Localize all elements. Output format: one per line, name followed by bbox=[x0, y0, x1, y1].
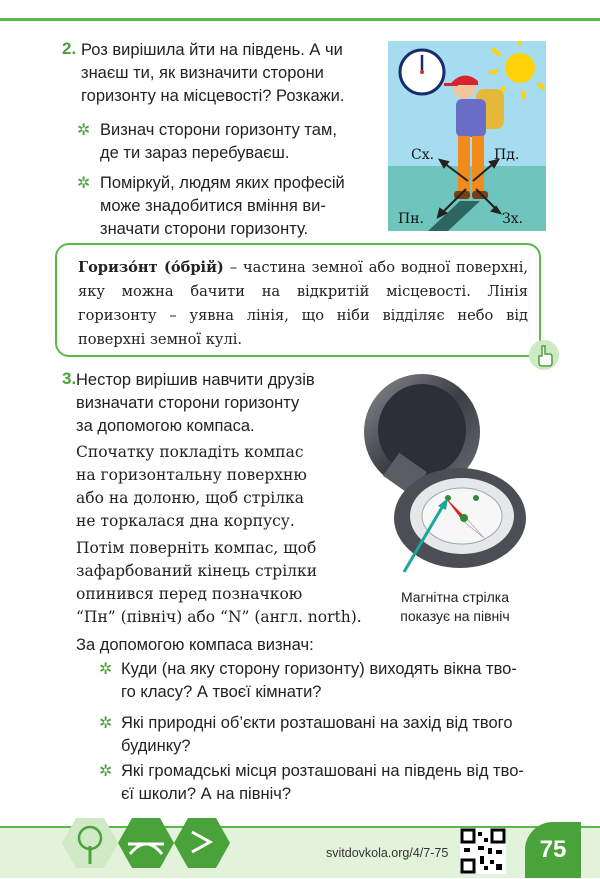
task-3-step-1 bbox=[76, 441, 366, 533]
task-3-bullet-2 bbox=[121, 712, 551, 758]
hiker-illustration bbox=[388, 41, 546, 231]
text-line: може знадобитися вміння ви- bbox=[100, 197, 326, 215]
definition-text bbox=[78, 256, 528, 352]
sun-bullet-icon: ✲ bbox=[99, 661, 113, 678]
task-3-step-2 bbox=[76, 537, 376, 629]
text-line: Нестор вирішив навчити друзів bbox=[76, 371, 315, 389]
text-line: будинку? bbox=[121, 737, 191, 755]
text-line: Роз вирішила йти на південь. А чи bbox=[81, 41, 343, 59]
task-3-lead: За допомогою компаса визнач: bbox=[76, 636, 314, 654]
task-2-bullet-2 bbox=[100, 172, 362, 241]
task-3-intro bbox=[76, 369, 376, 438]
text-line: значати сторони горизонту. bbox=[100, 220, 309, 238]
text-line: Магнітна стрілка bbox=[400, 589, 510, 605]
south-label: Пд. bbox=[494, 147, 520, 163]
compass-illustration bbox=[348, 372, 548, 580]
text-line: Які природні об’єкти розташовані на захід від твого bbox=[121, 714, 513, 732]
sun-bullet-icon: ✲ bbox=[99, 715, 113, 732]
compass-caption bbox=[380, 588, 530, 626]
top-rule bbox=[0, 18, 600, 21]
text-line: визначати сторони горизонту bbox=[76, 394, 300, 412]
pointing-hand-icon bbox=[529, 340, 559, 370]
text-line: опинився перед позначкою bbox=[76, 585, 303, 603]
text-line: за допомогою компаса. bbox=[76, 417, 255, 435]
north-label: Пн. bbox=[398, 211, 424, 227]
sun-bullet-icon: ✲ bbox=[99, 763, 113, 780]
task-3-bullet-3 bbox=[121, 760, 551, 806]
text-line: горизонту на місцевості? Розкажи. bbox=[81, 87, 345, 105]
text-line: Куди (на яку сторону горизонту) виходять вікна тво- bbox=[121, 660, 517, 678]
sun-bullet-icon: ✲ bbox=[77, 122, 91, 139]
definition-body: – частина земної або водної поверхні, яку можна бачити на відкритій місцевості. Лінія горизонту – уявна лінія, що ніби відділяє небо від поверхні земної кулі. bbox=[78, 259, 529, 348]
text-line: знаєш ти, як визначити сторони bbox=[81, 64, 324, 82]
text-line: Які громадські місця розташовані на південь від тво- bbox=[121, 762, 524, 780]
text-line: Потім поверніть компас, щоб bbox=[76, 539, 317, 557]
east-label: Сх. bbox=[411, 147, 435, 163]
task-2-number: 2. bbox=[62, 39, 77, 58]
text-line: не торкалася дна корпусу. bbox=[76, 512, 295, 530]
page-number: 75 bbox=[525, 822, 581, 878]
text-line: Поміркуй, людям яких професій bbox=[100, 174, 345, 192]
text-line: го класу? А твоєї кімнати? bbox=[121, 683, 322, 701]
qr-code-icon[interactable] bbox=[460, 828, 506, 874]
text-line: Визнач сторони горизонту там, bbox=[100, 121, 337, 139]
text-line: єї школи? А на північ? bbox=[121, 785, 292, 803]
text-line: зафарбований кінець стрілки bbox=[76, 562, 318, 580]
west-label: Зх. bbox=[502, 211, 524, 227]
sun-bullet-icon: ✲ bbox=[77, 175, 91, 192]
hiker-compass-picture bbox=[388, 41, 546, 231]
task-3-number: 3. bbox=[62, 369, 77, 388]
text-line: показує на північ bbox=[400, 608, 510, 624]
task-2-intro bbox=[81, 39, 381, 108]
text-line: або на долоню, щоб стрілка bbox=[76, 489, 304, 507]
text-line: на горизонтальну поверхню bbox=[76, 466, 307, 484]
footer-url[interactable]: svitdovkola.org/4/7-75 bbox=[326, 846, 449, 860]
task-3-bullet-1 bbox=[121, 658, 551, 704]
definition-term: Горизо́нт (о́брій) bbox=[78, 259, 224, 276]
text-line: Спочатку покладіть компас bbox=[76, 443, 304, 461]
text-line: “Пн” (північ) або “N” (англ. north). bbox=[76, 608, 362, 626]
text-line: де ти зараз перебуваєш. bbox=[100, 144, 290, 162]
compass-picture bbox=[348, 372, 548, 580]
task-2-bullet-1 bbox=[100, 119, 362, 165]
